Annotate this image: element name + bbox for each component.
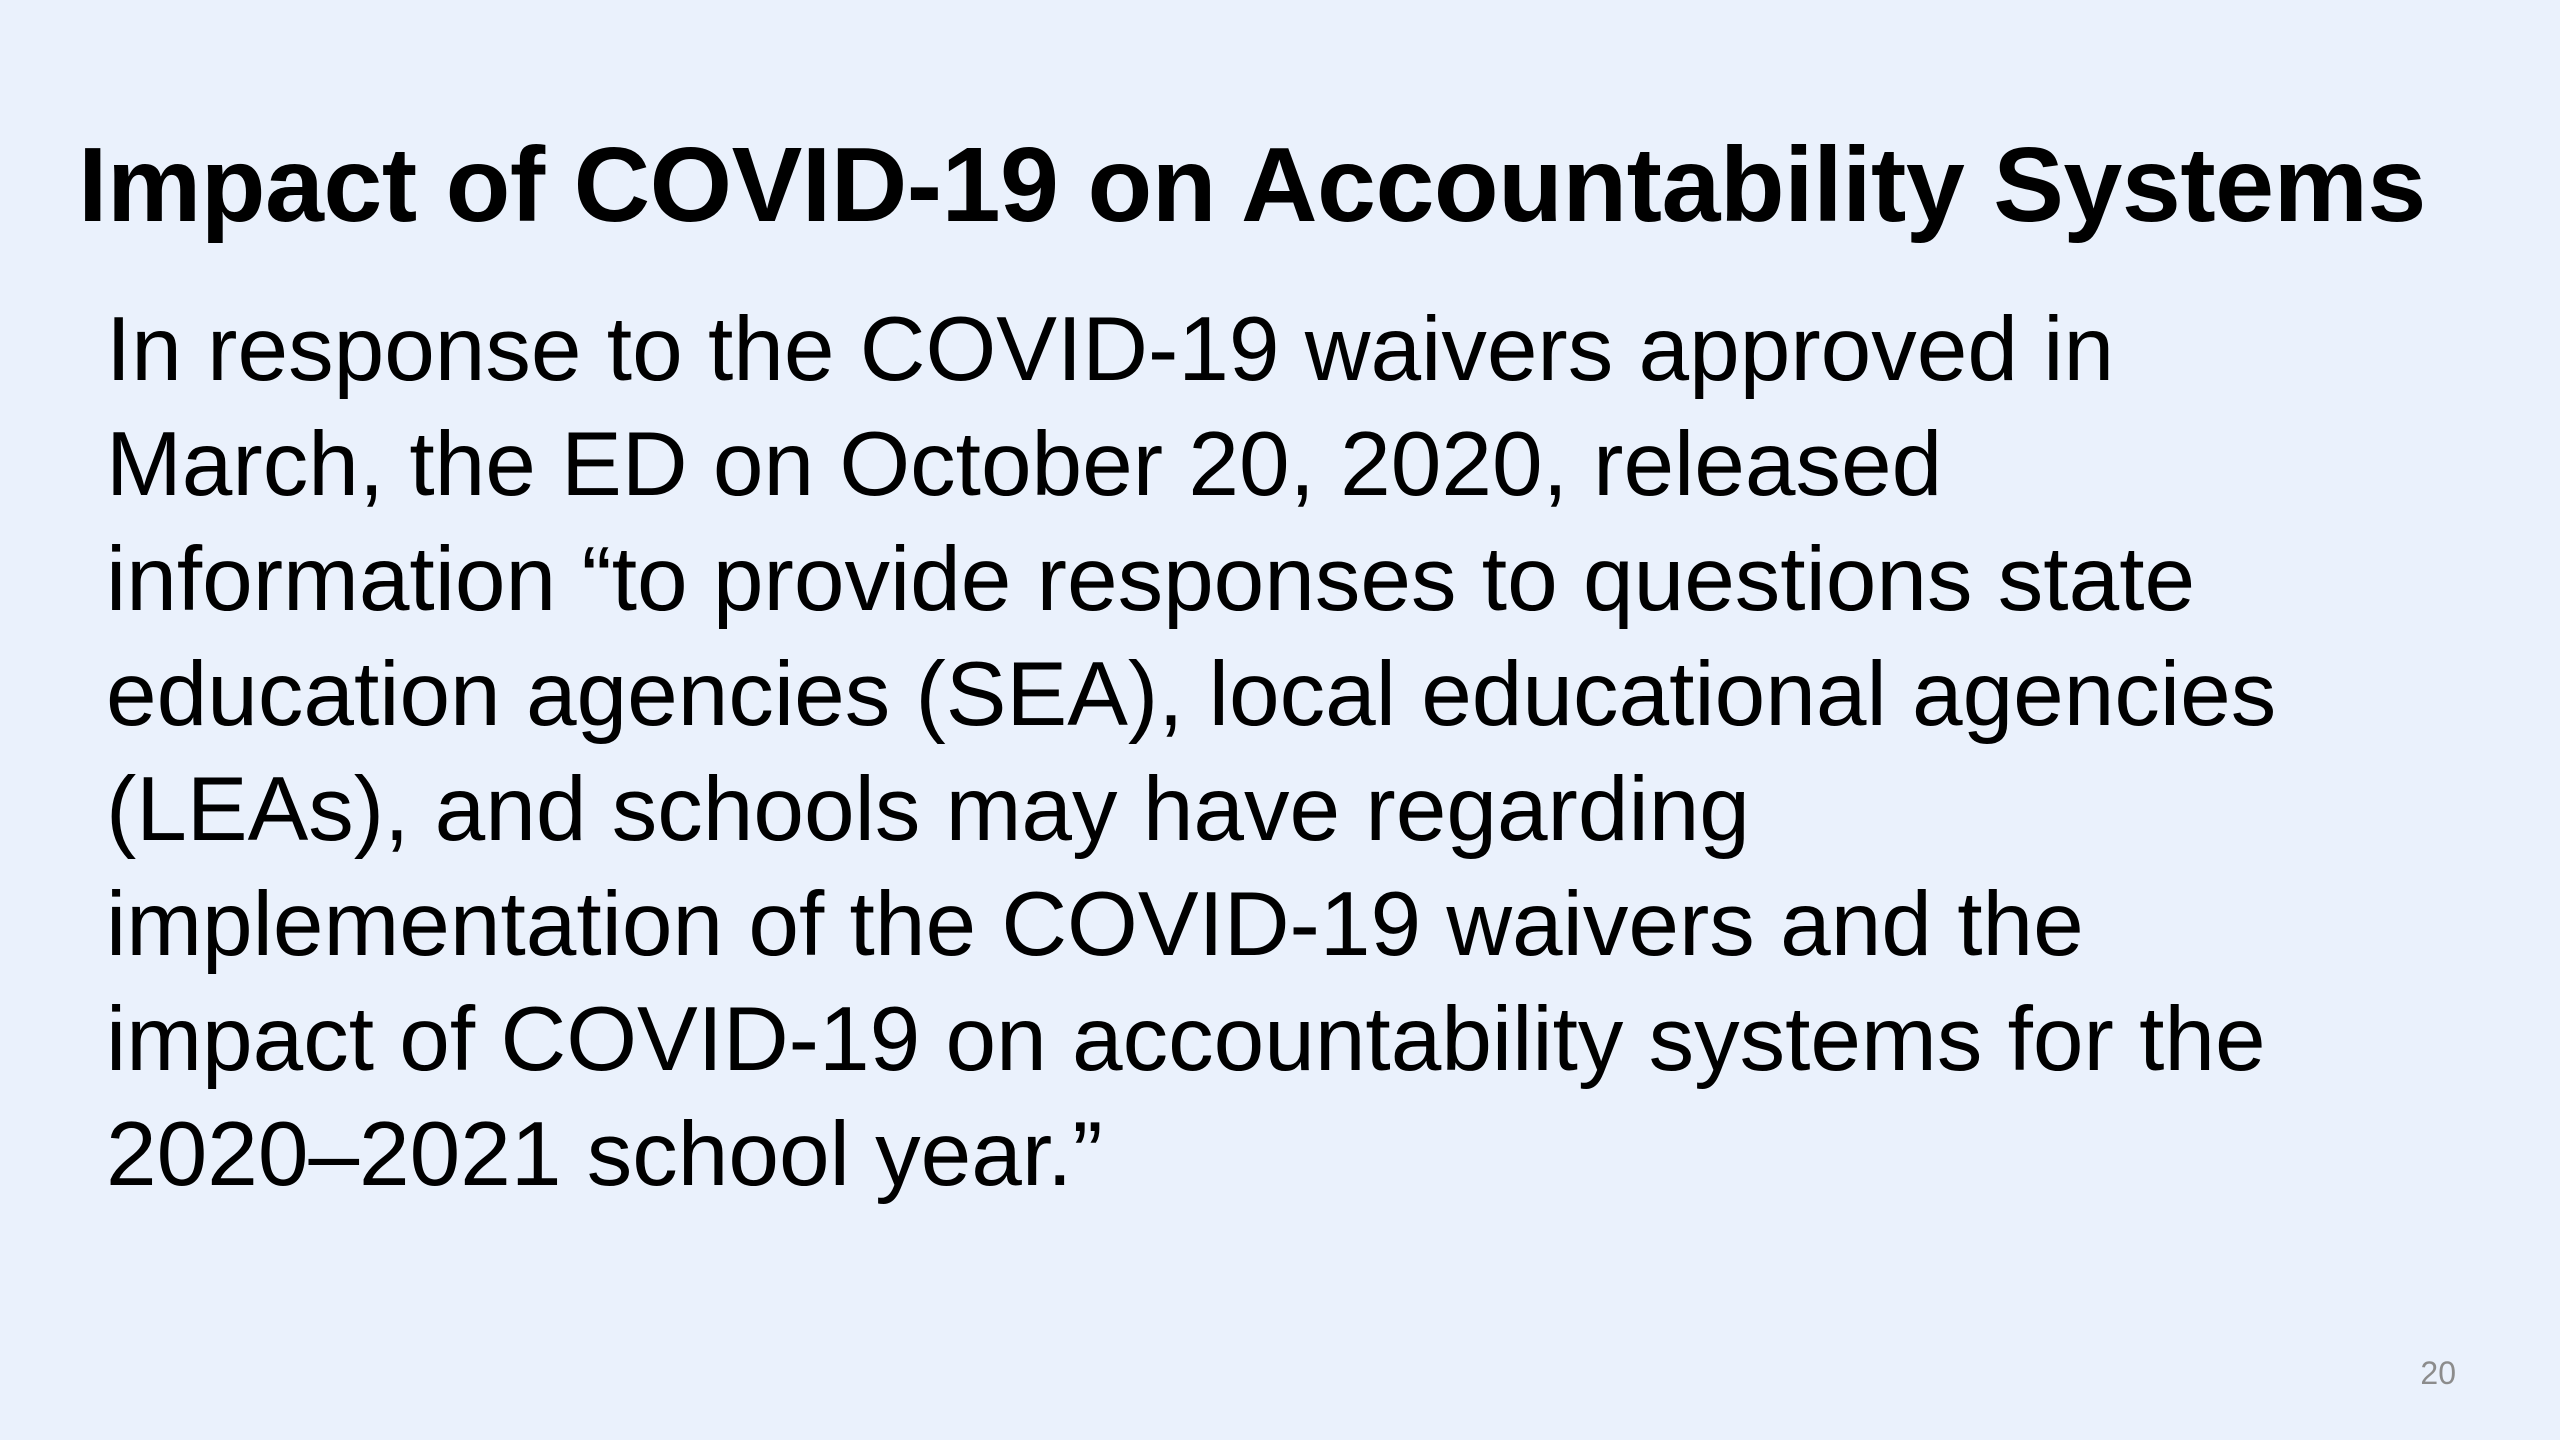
body-line: implementation of the COVID-19 waivers and the (106, 874, 2084, 975)
slide-title: Impact of COVID-19 on Accountability Systems (78, 126, 2426, 244)
body-line: impact of COVID-19 on accountability systems for the (106, 989, 2266, 1090)
slide-body-paragraph (106, 292, 2456, 1212)
page-number: 20 (2420, 1355, 2456, 1391)
body-line: information “to provide responses to questions state (106, 529, 2196, 630)
body-line: (LEAs), and schools may have regarding (106, 759, 1750, 860)
body-line: In response to the COVID-19 waivers approved in (106, 299, 2115, 400)
body-line: March, the ED on October 20, 2020, released (106, 414, 1943, 515)
body-line: 2020–2021 school year.” (106, 1104, 1103, 1205)
body-line: education agencies (SEA), local educational agencies (106, 644, 2277, 745)
